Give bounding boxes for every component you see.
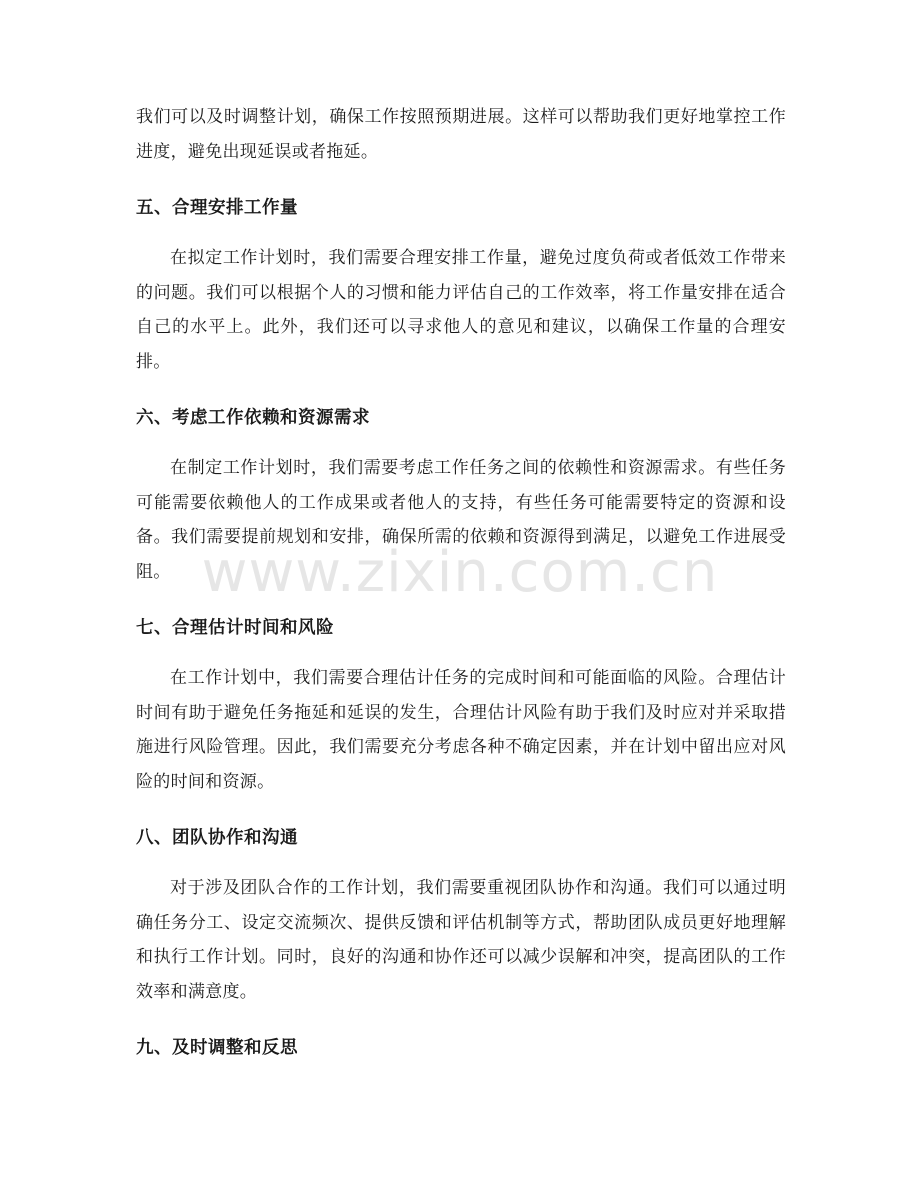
- section-heading-6: 六、考虑工作依赖和资源需求: [136, 408, 370, 428]
- section-body-7: 在工作计划中，我们需要合理估计任务的完成时间和可能面临的风险。合理估计时间有助于避免任务拖延和延误的发生，合理估计风险有助于我们及时应对并采取措施进行风险管理。因此，我们需要充分考虑各种不确定因素，并在计划中留出应对风险的时间和资源。: [136, 668, 786, 792]
- watermark: www.zixin.com.cn: [201, 540, 719, 605]
- section-body-6: 在制定工作计划时，我们需要考虑工作任务之间的依赖性和资源需求。有些任务可能需要依赖他人的工作成果或者他人的支持，有些任务可能需要特定的资源和设备。我们需要提前规划和安排，确保所需的依赖和资源得到满足，以避免工作进展受阻。: [136, 458, 786, 582]
- document-body: [136, 100, 786, 1065]
- intro-paragraph: 我们可以及时调整计划，确保工作按照预期进展。这样可以帮助我们更好地掌控工作进度，避免出现延误或者拖延。: [136, 107, 786, 162]
- section-heading-7: 七、合理估计时间和风险: [136, 618, 334, 638]
- section-heading-9: 九、及时调整和反思: [136, 1038, 298, 1058]
- section-heading-5: 五、合理安排工作量: [136, 198, 298, 218]
- section-body-5: 在拟定工作计划时，我们需要合理安排工作量，避免过度负荷或者低效工作带来的问题。我们可以根据个人的习惯和能力评估自己的工作效率，将工作量安排在适合自己的水平上。此外，我们还可以寻求他人的意见和建议，以确保工作量的合理安排。: [136, 248, 786, 372]
- section-heading-8: 八、团队协作和沟通: [136, 828, 298, 848]
- section-body-8: 对于涉及团队合作的工作计划，我们需要重视团队协作和沟通。我们可以通过明确任务分工、设定交流频次、提供反馈和评估机制等方式，帮助团队成员更好地理解和执行工作计划。同时，良好的沟通和协作还可以减少误解和冲突，提高团队的工作效率和满意度。: [136, 878, 786, 1002]
